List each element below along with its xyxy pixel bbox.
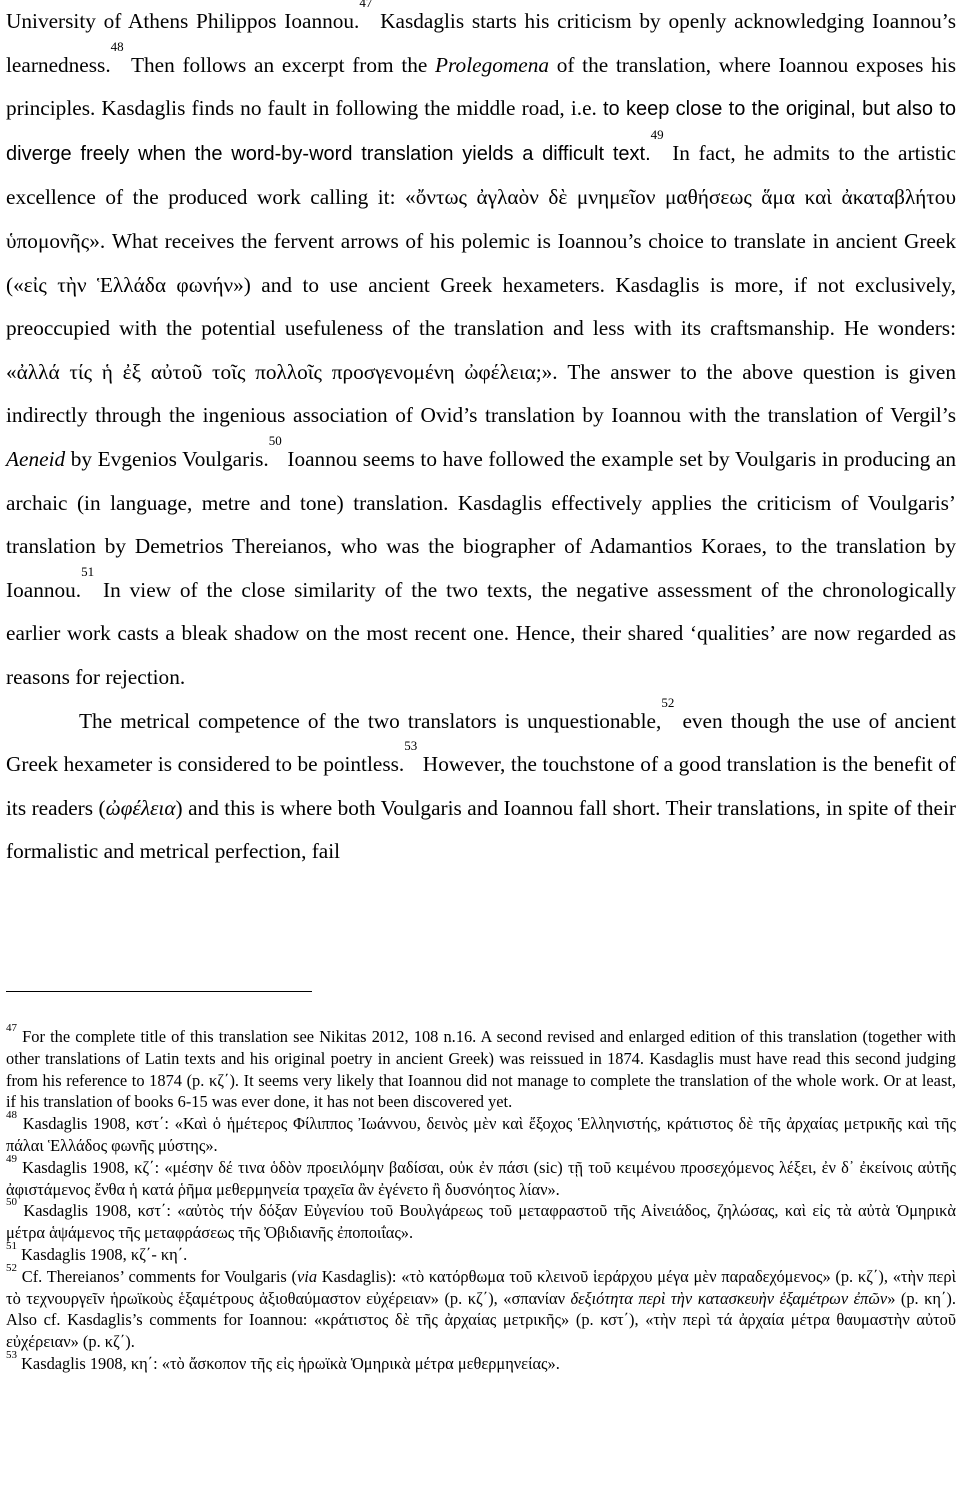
footnotes [6,1022,956,1375]
footnote-51 [6,1239,956,1266]
italic-word: via [296,1266,318,1286]
text-run: The metrical competence of the two translators is unquestionable, [79,708,662,733]
footnote-separator [6,991,312,992]
text-run: ) and this is where both Voulgaris and Ioannou fall short. Their translations, in spite of their formalistic and metrical perfection, fail [6,795,957,864]
paragraph-1 [6,0,956,700]
footnote-number: 51 [6,1239,17,1252]
footnote-ref-50[interactable]: 50 [268,432,282,448]
footnote-ref-52[interactable]: 52 [661,694,675,710]
footnote-text: » (p. κη΄). Also cf. Kasdaglis’s comments for Ioannou: «κράτιστος δὲ τῆς ἀρχαίας μετρικῆς» (p. κστ΄), «τὴν περὶ τά ἀρχαία μέτρα θαυμαστὴν αὐτοῦ εὐχέρειαν» (p. κζ΄). [6,1288,956,1352]
footnote-50 [6,1196,956,1244]
footnote-number: 48 [6,1109,17,1122]
paragraph-2 [6,694,957,874]
footnote-ref-53[interactable]: 53 [404,738,418,754]
italic-greek-term: ὠφέλεια [105,795,176,820]
footnote-52 [6,1261,956,1353]
text-run: Then follows an excerpt from the [123,52,436,77]
footnote-text: Cf. Thereianos’ comments for Voulgaris ( [17,1266,297,1286]
footnote-number: 53 [6,1348,17,1361]
footnote-number: 50 [6,1196,17,1209]
italic-title: Aeneid [6,446,66,471]
footnote-47 [6,1022,956,1113]
footnote-text: For the complete title of this translation see Nikitas 2012, 108 n.16. A second revised and enlarged edition of this translation (together with other translations of Latin texts and his original poetry in ancient Greek) was reissued in 1874. Kasdaglis must have read this second judging from his reference to 1874 (p. κζ΄). It seems very likely that Ioannou did not manage to complete the translation of the whole work. Or at least, if his translation of books 6-15 was ever done, it has not been discovered yet. [6,1027,956,1112]
text-run: Kasdaglis starts his criticism by openly acknowledging Ioannou’s learnedness. [6,9,956,77]
footnote-49 [6,1152,956,1201]
document-page [6,0,957,1373]
footnote-number: 47 [6,1022,17,1034]
footnote-53 [6,1348,956,1375]
text-run: of the translation, where Ioannou exposes his principles. Kasdaglis finds no fault in following the middle road, i.e. [6,52,956,121]
footnote-ref-51[interactable]: 51 [81,563,95,579]
footnote-number: 49 [6,1152,17,1165]
footnote-text: Kasdaglis 1908, κζ΄- κη΄. [17,1244,188,1264]
footnote-text: Kasdaglis 1908, κστ΄: «αὐτὸς τήν δόξαν Εὐγενίου τοῦ Βουλγάρεως τοῦ μεταφραστοῦ τῆς Αἰνειάδος, ζηλώσας, καὶ εἰς τὰ αὐτὰ Ὁμηρικὰ μέτρα ἁψάμενος τῆς μεταφράσεως τῆς Ὀβιδιανῆς ἐποποιΐας». [6,1201,956,1243]
text-run: In view of the close similarity of the two texts, the negative assessment of the chronologically earlier work casts a bleak shadow on the most recent one. Hence, their shared ‘qualities’ are now regarded as reasons for rejection. [6,577,956,689]
footnote-48 [6,1109,956,1157]
footnote-ref-47[interactable]: 47 [359,0,373,10]
text-run: even though the use of ancient Greek hexameter is considered to be pointless. [6,708,956,777]
main-text [6,0,956,874]
text-run: Ioannou seems to have followed the example set by Voulgaris in producing an archaic (in language, metre and tone) translation. Kasdaglis effectively applies the criticism of Voulgaris’ translation by Demetrios Thereianos, who was the biographer of Adamantios Koraes, to the translation by Ioannou. [6,446,957,602]
footnote-ref-48[interactable]: 48 [110,38,124,54]
footnote-text: Kasdaglis 1908, κστ΄: «Καὶ ὁ ἡμέτερος Φίλιππος Ἰωάννου, δεινὸς μὲν καὶ ἔξοχος Ἑλληνιστής, κράτιστος δὲ τῆς ἀρχαίας μετρικῆς καὶ τῆς πάλαι Ἑλλάδος φωνῆς μύστης». [6,1114,956,1155]
footnote-number: 52 [6,1261,17,1274]
footnote-text: Kasdaglis 1908, κη΄: «τὸ ἄσκοπον τῆς εἰς ἡρωϊκὰ Ὁμηρικὰ μέτρα μεθερμηνείας». [17,1353,560,1373]
sans-quote: to keep close to the original, but also to diverge freely when the word-by-word translation yields a difficult text. [6,98,956,165]
italic-greek-quote: δεξιότητα περὶ τὴν κατασκευὴν ἑξαμέτρων ἐπῶν [570,1288,888,1308]
text-run: In fact, he admits to the artistic excellence of the produced work calling it: «ὄντως ἀγλαὸν δὲ μνημεῖον μαθήσεως ἅμα καὶ ἀκαταβλήτου ὑπομονῆς». What receives the fervent arrows of his polemic is Ioannou’s choice to translate in ancient Greek («εἰς τὴν Ἑλλάδα φωνήν») and to use ancient Greek hexameters. Kasdaglis is more, if not exclusively, preoccupied with the potential usefuleness of the translation and less with its craftsmanship. He wonders: «ἀλλά τίς ἡ ἐξ αὐτοῦ τοῖς πολλοῖς προσγενομένη ὠφέλεια;». The answer to the above question is given indirectly through the ingenious association of Ovid’s translation by Ioannou with the translation of Vergil’s [6,140,956,428]
footnote-text: Kasdaglis 1908, κζ΄: «μέσην δέ τινα ὁδὸν προειλόμην βαδίσαι, οὐκ ἐν πάσι (sic) τῇ τοῦ κειμένου προσεχόμενος λέξει, ἐν δ᾽ ἐκείνοις αὐτῆς ἀφιστάμενος ἔνθα ἡ κατά ῥῆμα μεθερμηνεία τραχεῖα ἂν ἐγένετο ἢ δυσνόητος λίαν». [6,1157,956,1199]
text-run: However, the touchstone of a good translation is the benefit of its readers ( [6,752,957,820]
footnote-text: Kasdaglis): «τὸ κατόρθωμα τοῦ κλεινοῦ ἱεράρχου μέγα μὲν παραδεχόμενος» (p. κζ΄), «τὴν περὶ τὸ τεχνουργεῖν ἡρωϊκοὺς ἑξαμέτρους ἀξιοθαύμαστον εὐχέρειαν» (p. κζ΄), «σπανίαν [6,1266,956,1308]
text-run: by Evgenios Voulgaris. [65,446,269,471]
italic-title: Prolegomena [435,52,549,77]
text-run: University of Athens Philippos Ioannou. [6,9,360,33]
footnote-ref-49[interactable]: 49 [650,126,664,142]
